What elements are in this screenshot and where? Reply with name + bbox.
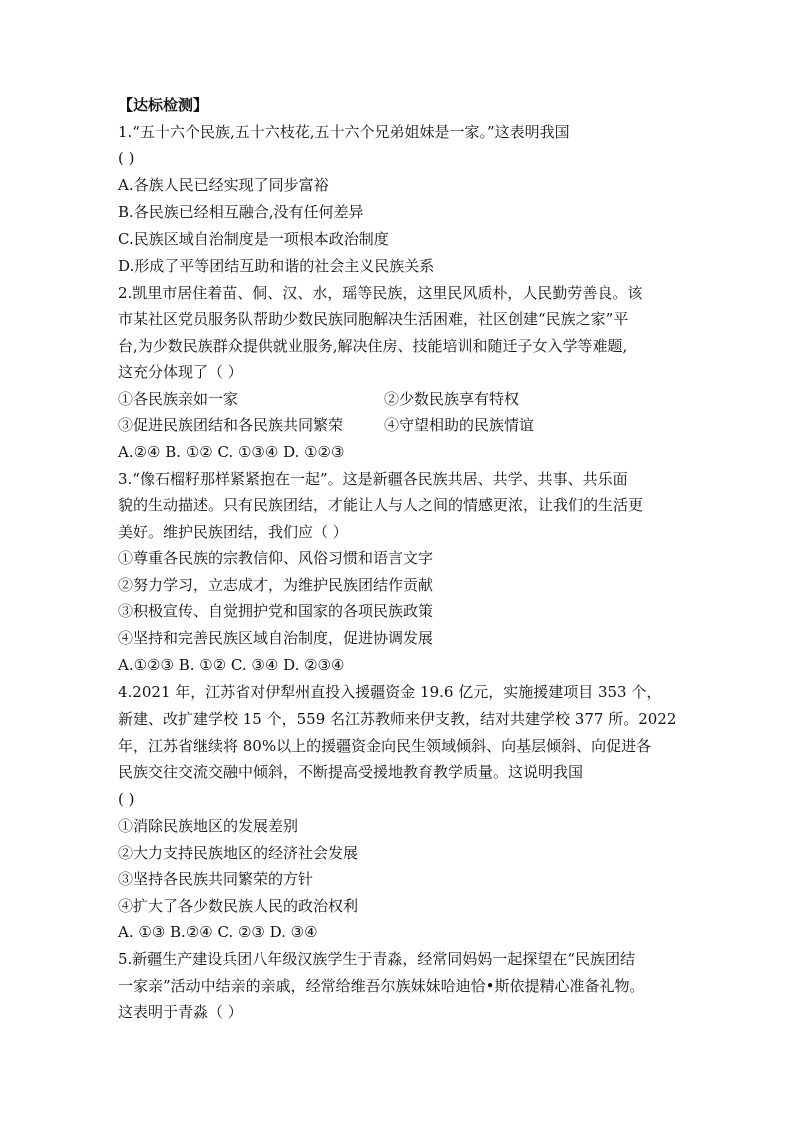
question-4-statement-4: ④扩大了各少数民族人民的政治权利	[118, 897, 359, 915]
question-1-option-a: A.各族人民已经实现了同步富裕	[118, 176, 329, 194]
question-5-stem-line-3: 这表明于青淼（ ）	[118, 1003, 243, 1021]
question-4-answer-blank: ( )	[118, 790, 135, 808]
question-2-stem-line-2: 市某社区党员服务队帮助少数民族同胞解决生活困难，社区创建“民族之家”平	[118, 310, 629, 328]
question-2-statement-2: ②少数民族享有特权	[384, 390, 520, 408]
question-4-stem-line-2: 新建、改扩建学校 15 个，559 名江苏教师来伊支教，结对共建学校 377 所。2022	[118, 710, 677, 728]
question-2-statement-1: ①各民族亲如一家	[118, 390, 239, 408]
question-1-answer-blank: ( )	[118, 149, 135, 167]
question-2-statement-4: ④守望相助的民族情谊	[384, 416, 535, 434]
question-3-stem-line-1: 3.“像石榴籽那样紧紧抱在一起”。这是新疆各民族共居、共学、共事、共乐面	[118, 470, 628, 488]
question-2-stem-line-1: 2.凯里市居住着苗、侗、汉、水，瑶等民族，这里民风质朴，人民勤劳善良。该	[118, 284, 643, 302]
question-4-statement-2: ②大力支持民族地区的经济社会发展	[118, 844, 359, 862]
question-3-statement-4: ④坚持和完善民族区域自治制度，促进协调发展	[118, 629, 434, 647]
question-5-stem-line-2: 一家亲”活动中结亲的亲戚，经常给维吾尔族妹妹哈迪恰•斯依提精心准备礼物。	[118, 977, 645, 995]
question-5-stem-line-1: 5.新疆生产建设兵团八年级汉族学生于青淼，经常同妈妈一起探望在“民族团结	[118, 950, 635, 968]
question-4-statement-1: ①消除民族地区的发展差别	[118, 817, 299, 835]
question-3-answer-options: A.①②③ B. ①② C. ③④ D. ②③④	[118, 656, 345, 674]
question-4-stem-line-4: 民族交往交流交融中倾斜，不断提高受援地教育教学质量。这说明我国	[118, 763, 584, 781]
question-4-stem-line-3: 年，江苏省继续将 80%以上的援疆资金向民生领域倾斜、向基层倾斜、向促进各	[118, 737, 652, 755]
question-2-stem-line-3: 台,为少数民族群众提供就业服务,解决住房、技能培训和随迁子女入学等难题,	[118, 337, 628, 355]
question-1-option-c: C.民族区域自治制度是一项根本政治制度	[118, 230, 389, 248]
question-3-statement-2: ②努力学习，立志成才，为维护民族团结作贡献	[118, 576, 434, 594]
question-1-option-d: D.形成了平等团结互助和谐的社会主义民族关系	[118, 257, 435, 275]
question-3-statement-1: ①尊重各民族的宗教信仰、风俗习惯和语言文字	[118, 549, 434, 567]
question-1-option-b: B.各民族已经相互融合,没有任何差异	[118, 203, 364, 221]
question-3-stem-line-3: 美好。维护民族团结，我们应（ ）	[118, 523, 348, 541]
question-1-stem-line-1: 1.“五十六个民族,五十六枝花,五十六个兄弟姐妹是一家。”这表明我国	[118, 123, 570, 141]
question-2-answer-options: A.②④ B. ①② C. ①③④ D. ①②③	[118, 443, 345, 461]
question-4-answer-options: A. ①③ B.②④ C. ②③ D. ③④	[118, 923, 318, 941]
section-title: 【达标检测】	[118, 96, 209, 114]
question-3-statement-3: ③积极宣传、自觉拥护党和国家的各项民族政策	[118, 602, 434, 620]
question-2-statement-3: ③促进民族团结和各民族共同繁荣	[118, 416, 344, 434]
question-3-stem-line-2: 貌的生动描述。只有民族团结，才能让人与人之间的情感更浓，让我们的生活更	[118, 496, 644, 514]
question-4-statement-3: ③坚持各民族共同繁荣的方针	[118, 870, 314, 888]
question-4-stem-line-1: 4.2021 年，江苏省对伊犁州直投入援疆资金 19.6 亿元，实施援建项目 353 个，	[118, 683, 662, 701]
question-2-stem-line-4: 这充分体现了（ ）	[118, 363, 243, 381]
